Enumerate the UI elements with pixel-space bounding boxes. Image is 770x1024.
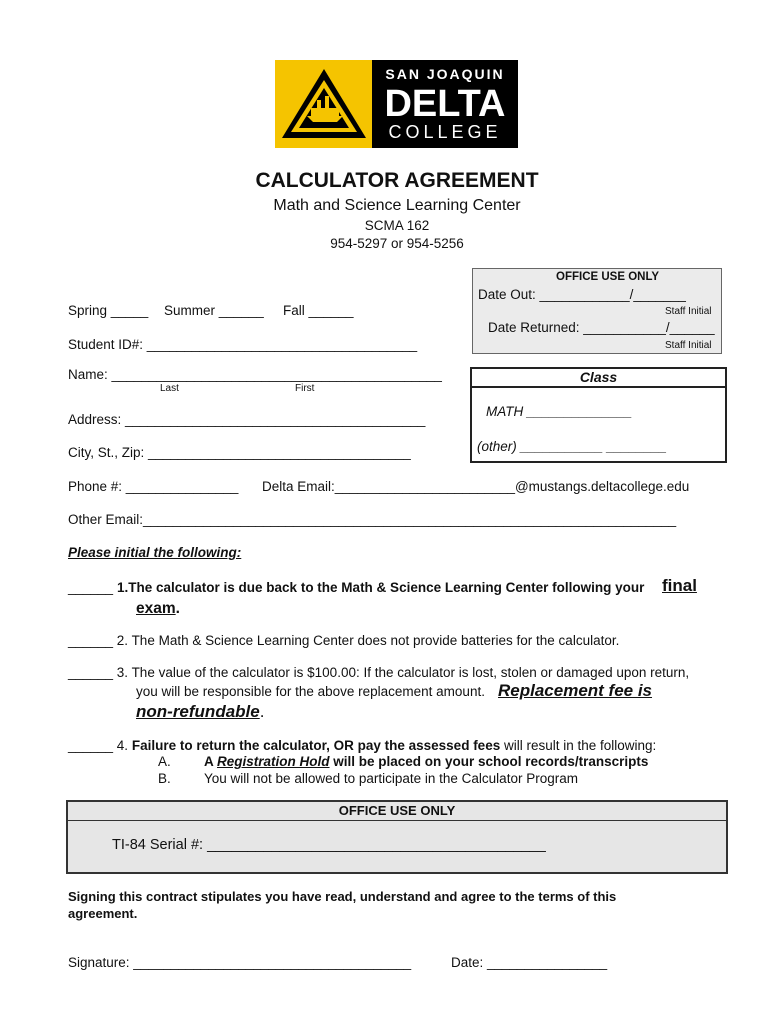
serial-field[interactable]: TI-84 Serial #: __________________________________________ bbox=[112, 837, 546, 853]
item-4a-letter: A. bbox=[158, 754, 171, 769]
item-4-rest: will result in the following: bbox=[500, 738, 657, 753]
phone-numbers: 954-5297 or 954-5256 bbox=[330, 236, 464, 251]
item-2-text: ______ 2. The Math & Science Learning Center does not provide batteries for the calculator. bbox=[68, 633, 620, 648]
date-field[interactable]: Date: ________________ bbox=[451, 955, 608, 970]
date-out-field[interactable]: Date Out: ____________/_______ bbox=[478, 287, 686, 302]
date-returned-field[interactable]: Date Returned: ___________/______ bbox=[488, 320, 715, 335]
term-spring-field[interactable]: Spring _____ bbox=[68, 303, 149, 318]
item-4a-post: will be placed on your school records/transcripts bbox=[329, 754, 649, 769]
item-4a-hold: Registration Hold bbox=[217, 754, 330, 769]
item-3-line-2: you will be responsible for the above replacement amount. bbox=[136, 684, 485, 699]
class-math-field[interactable]: MATH ______________ bbox=[486, 404, 633, 419]
item-3-fee: Replacement fee is bbox=[498, 681, 653, 700]
delta-email-field[interactable]: Delta Email:________________________@mustangs.deltacollege.edu bbox=[262, 479, 690, 494]
page-title: CALCULATOR AGREEMENT bbox=[255, 169, 539, 192]
name-first-label: First bbox=[295, 383, 315, 394]
term-summer-field[interactable]: Summer ______ bbox=[164, 303, 264, 318]
item-3-line-1: ______ 3. The value of the calculator is $100.00: If the calculator is lost, stolen or damaged upon return, bbox=[68, 665, 690, 680]
agreement-line-2: agreement. bbox=[68, 906, 138, 921]
item-1-exam: exam bbox=[136, 600, 176, 617]
item-4b-text: You will not be allowed to participate in the Calculator Program bbox=[204, 771, 578, 786]
subtitle: Math and Science Learning Center bbox=[273, 197, 521, 214]
college-logo bbox=[275, 60, 518, 148]
office-use-title-bottom: OFFICE USE ONLY bbox=[68, 802, 726, 821]
class-box-title: Class bbox=[472, 369, 725, 388]
room-number: SCMA 162 bbox=[364, 218, 430, 233]
item-1-period: . bbox=[175, 600, 180, 617]
initial-heading: Please initial the following: bbox=[68, 545, 242, 560]
logo-line-2: DELTA bbox=[384, 83, 506, 125]
student-id-field[interactable]: Student ID#: ____________________________________ bbox=[68, 337, 418, 352]
city-state-zip-field[interactable]: City, St., Zip: ___________________________________ bbox=[68, 445, 411, 460]
item-3-period: . bbox=[259, 702, 265, 721]
item-1-initial[interactable]: ______ bbox=[68, 580, 114, 595]
item-1-final: final bbox=[662, 576, 697, 595]
item-4a-pre: A bbox=[204, 754, 217, 769]
other-email-field[interactable]: Other Email:_______________________________________________________________________ bbox=[68, 512, 677, 527]
logo-line-3: COLLEGE bbox=[388, 122, 502, 142]
signature-field[interactable]: Signature: _____________________________________ bbox=[68, 955, 412, 970]
class-other-field[interactable]: (other) ___________ ________ bbox=[477, 439, 667, 454]
item-4-initial[interactable]: ______ 4. bbox=[68, 738, 129, 753]
item-4-bold: Failure to return the calculator, OR pay the assessed fees bbox=[131, 738, 501, 753]
phone-field[interactable]: Phone #: _______________ bbox=[68, 479, 239, 494]
office-use-title-top: OFFICE USE ONLY bbox=[556, 271, 660, 283]
term-fall-field[interactable]: Fall ______ bbox=[283, 303, 354, 318]
name-field[interactable]: Name: ____________________________________________ bbox=[68, 367, 442, 382]
name-last-label: Last bbox=[160, 383, 179, 394]
item-1-text: 1.The calculator is due back to the Math & Science Learning Center following your bbox=[117, 580, 645, 595]
staff-initial-label-1: Staff Initial bbox=[665, 306, 712, 317]
agreement-line-1: Signing this contract stipulates you have read, understand and agree to the terms of this bbox=[68, 889, 617, 904]
logo-line-1: SAN JOAQUIN bbox=[385, 66, 505, 82]
staff-initial-label-2: Staff Initial bbox=[665, 340, 712, 351]
item-4b-letter: B. bbox=[158, 771, 171, 786]
item-3-nonrefundable: non-refundable bbox=[136, 702, 260, 721]
address-field[interactable]: Address: ________________________________________ bbox=[68, 412, 426, 427]
